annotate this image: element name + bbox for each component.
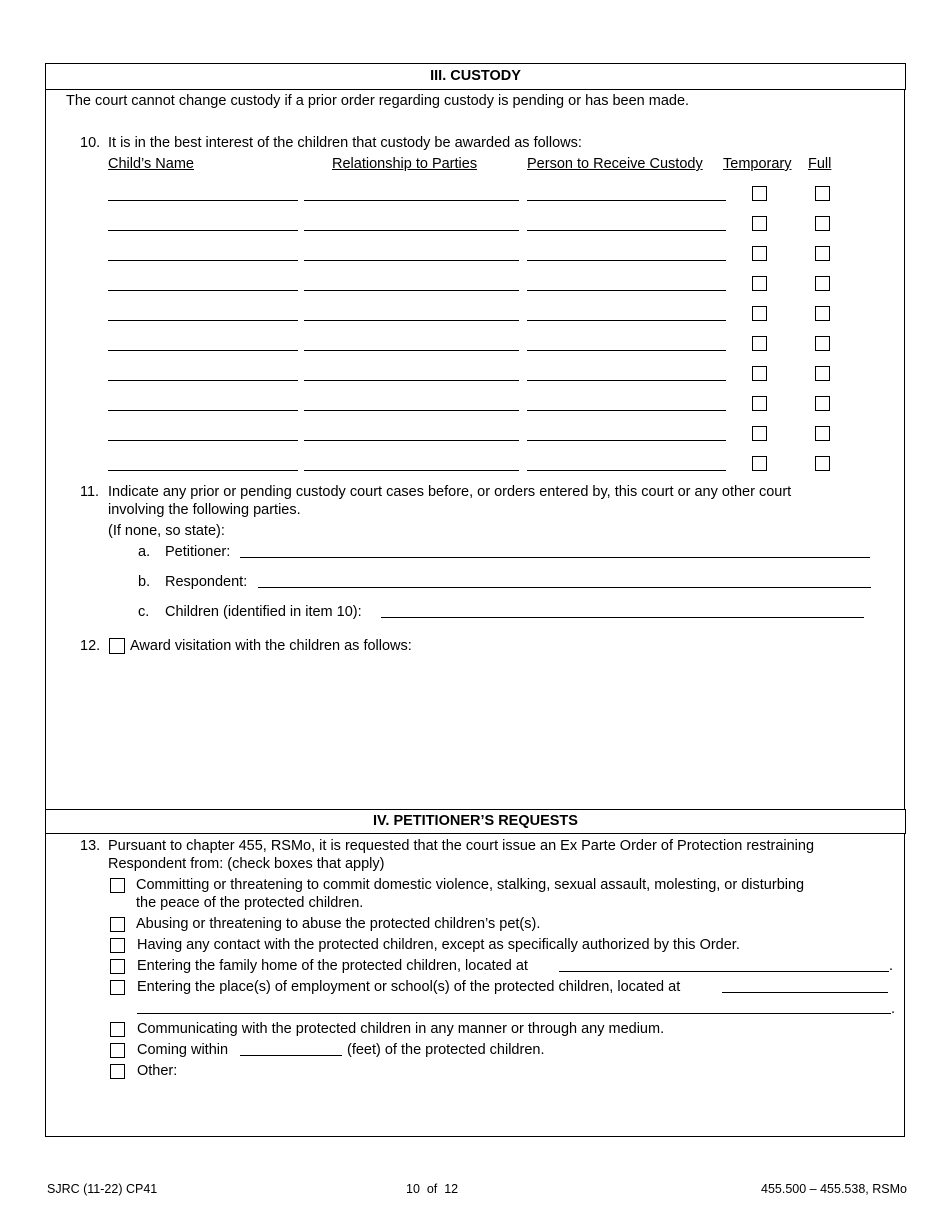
item-12-text: Award visitation with the children as follows: (130, 638, 412, 654)
item-11a-label: Petitioner: (165, 544, 231, 560)
visitation-checkbox[interactable] (109, 638, 125, 654)
restrain-other-checkbox[interactable] (110, 1064, 125, 1079)
employment-location-period: . (891, 1001, 896, 1017)
respondent-cases-field[interactable] (258, 587, 871, 588)
relationship-field[interactable] (304, 290, 519, 291)
item-10-text: It is in the best interest of the children that custody be awarded as follows: (108, 135, 582, 151)
employment-location-field-1[interactable] (722, 992, 888, 993)
custody-person-field[interactable] (527, 200, 726, 201)
temporary-checkbox[interactable] (752, 396, 767, 411)
column-header-temporary: Temporary (723, 156, 792, 172)
item-11c-letter: c. (138, 604, 150, 620)
requests-heading: IV. PETITIONER’S REQUESTS (373, 813, 578, 829)
relationship-field[interactable] (304, 470, 519, 471)
employment-location-field-2[interactable] (137, 1013, 891, 1014)
child-name-field[interactable] (108, 290, 298, 291)
item-11c-label: Children (identified in item 10): (165, 604, 362, 620)
restrain-distance-post: (feet) of the protected children. (347, 1042, 545, 1058)
temporary-checkbox[interactable] (752, 186, 767, 201)
child-name-field[interactable] (108, 230, 298, 231)
relationship-field[interactable] (304, 350, 519, 351)
distance-feet-field[interactable] (240, 1055, 342, 1056)
child-name-field[interactable] (108, 410, 298, 411)
full-checkbox[interactable] (815, 336, 830, 351)
temporary-checkbox[interactable] (752, 216, 767, 231)
item-11-number: 11. (80, 484, 100, 500)
full-checkbox[interactable] (815, 216, 830, 231)
full-checkbox[interactable] (815, 456, 830, 471)
children-cases-field[interactable] (381, 617, 864, 618)
restrain-pet-abuse-checkbox[interactable] (110, 917, 125, 932)
custody-section-frame (45, 89, 905, 810)
restrain-pet-abuse-text: Abusing or threatening to abuse the protected children’s pet(s). (136, 916, 541, 932)
full-checkbox[interactable] (815, 426, 830, 441)
footer-form-id: SJRC (11-22) CP41 (47, 1182, 158, 1196)
relationship-field[interactable] (304, 320, 519, 321)
custody-intro: The court cannot change custody if a prior order regarding custody is pending or has been made. (66, 93, 690, 109)
temporary-checkbox[interactable] (752, 306, 767, 321)
child-name-field[interactable] (108, 260, 298, 261)
relationship-field[interactable] (304, 260, 519, 261)
custody-person-field[interactable] (527, 410, 726, 411)
home-location-period: . (889, 958, 894, 974)
petitioner-cases-field[interactable] (240, 557, 870, 558)
item-11b-letter: b. (138, 574, 151, 590)
temporary-checkbox[interactable] (752, 246, 767, 261)
full-checkbox[interactable] (815, 246, 830, 261)
item-11b-label: Respondent: (165, 574, 248, 590)
custody-person-field[interactable] (527, 290, 726, 291)
restrain-home-checkbox[interactable] (110, 959, 125, 974)
child-name-field[interactable] (108, 380, 298, 381)
temporary-checkbox[interactable] (752, 456, 767, 471)
temporary-checkbox[interactable] (752, 426, 767, 441)
restrain-employment-text: Entering the place(s) of employment or school(s) of the protected children, located at (137, 979, 681, 995)
relationship-field[interactable] (304, 380, 519, 381)
custody-person-field[interactable] (527, 470, 726, 471)
restrain-other-label: Other: (137, 1063, 178, 1079)
child-name-field[interactable] (108, 440, 298, 441)
home-location-field[interactable] (559, 971, 889, 972)
item-12-number: 12. (80, 638, 101, 654)
footer-statute: 455.500 – 455.538, RSMo (761, 1182, 907, 1196)
restrain-home-text: Entering the family home of the protected children, located at (137, 958, 528, 974)
temporary-checkbox[interactable] (752, 276, 767, 291)
full-checkbox[interactable] (815, 306, 830, 321)
custody-person-field[interactable] (527, 350, 726, 351)
child-name-field[interactable] (108, 200, 298, 201)
restrain-contact-checkbox[interactable] (110, 938, 125, 953)
restrain-distance-checkbox[interactable] (110, 1043, 125, 1058)
column-header-person-custody: Person to Receive Custody (527, 156, 703, 172)
column-header-relationship: Relationship to Parties (332, 156, 478, 172)
custody-heading: III. CUSTODY (430, 68, 521, 84)
column-header-childs-name: Child’s Name (108, 156, 194, 172)
item-11-line-2: involving the following parties. (108, 502, 301, 518)
relationship-field[interactable] (304, 200, 519, 201)
item-13-number: 13. (80, 838, 101, 854)
relationship-field[interactable] (304, 230, 519, 231)
full-checkbox[interactable] (815, 186, 830, 201)
item-10-number: 10. (80, 135, 101, 151)
full-checkbox[interactable] (815, 396, 830, 411)
full-checkbox[interactable] (815, 276, 830, 291)
column-header-full: Full (808, 156, 832, 172)
custody-person-field[interactable] (527, 230, 726, 231)
restrain-violence-line-1: Committing or threatening to commit domestic violence, stalking, sexual assault, molesting, or disturbing (136, 877, 805, 893)
custody-person-field[interactable] (527, 260, 726, 261)
temporary-checkbox[interactable] (752, 336, 767, 351)
restrain-communication-checkbox[interactable] (110, 1022, 125, 1037)
restrain-violence-line-2: the peace of the protected children. (136, 895, 364, 911)
footer-page-number: 10 of 12 (406, 1182, 459, 1196)
item-13-line-1: Pursuant to chapter 455, RSMo, it is requested that the court issue an Ex Parte Order of Protection restraining (108, 838, 815, 854)
restrain-distance-pre: Coming within (137, 1042, 229, 1058)
item-11-line-3: (If none, so state): (108, 523, 225, 539)
relationship-field[interactable] (304, 410, 519, 411)
child-name-field[interactable] (108, 350, 298, 351)
child-name-field[interactable] (108, 470, 298, 471)
child-name-field[interactable] (108, 320, 298, 321)
custody-person-field[interactable] (527, 380, 726, 381)
restrain-employment-checkbox[interactable] (110, 980, 125, 995)
restrain-violence-checkbox[interactable] (110, 878, 125, 893)
temporary-checkbox[interactable] (752, 366, 767, 381)
item-13-line-2: Respondent from: (check boxes that apply) (108, 856, 385, 872)
custody-person-field[interactable] (527, 320, 726, 321)
relationship-field[interactable] (304, 440, 519, 441)
item-11-line-1: Indicate any prior or pending custody court cases before, or orders entered by, this court or any other court (108, 484, 792, 500)
item-11a-letter: a. (138, 544, 151, 560)
restrain-contact-text: Having any contact with the protected children, except as specifically authorized by this Order. (137, 937, 740, 953)
restrain-communication-text: Communicating with the protected children in any manner or through any medium. (137, 1021, 665, 1037)
custody-person-field[interactable] (527, 440, 726, 441)
full-checkbox[interactable] (815, 366, 830, 381)
